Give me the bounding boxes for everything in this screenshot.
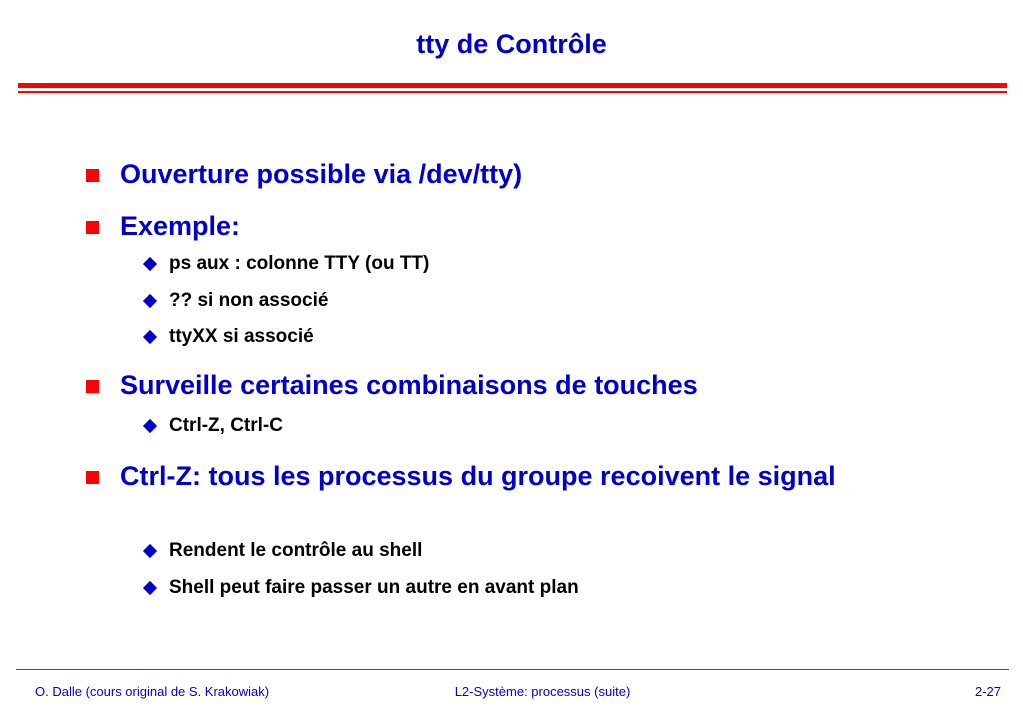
sub-bullet-text: Shell peut faire passer un autre en avant plan xyxy=(169,577,579,598)
bullet-text: Ouverture possible via /dev/tty) xyxy=(120,159,523,189)
square-bullet-icon xyxy=(86,471,99,484)
footer-page-number: 2-27 xyxy=(974,684,1001,699)
diamond-bullet-icon xyxy=(143,581,157,595)
footer-author: O. Dalle (cours original de S. Krakowiak) xyxy=(35,684,270,699)
title-rule-thick xyxy=(18,83,1007,88)
bullet-text: Surveille certaines combinaisons de touches xyxy=(120,370,698,400)
diamond-bullet-icon xyxy=(143,294,157,308)
diamond-bullet-icon xyxy=(143,330,157,344)
diamond-bullet-icon xyxy=(143,419,157,433)
sub-bullet-text: Ctrl-Z, Ctrl-C xyxy=(169,415,283,436)
footer-rule xyxy=(16,669,1009,670)
square-bullet-icon xyxy=(86,380,99,393)
sub-bullet-text: ?? si non associé xyxy=(169,290,329,311)
diamond-bullet-icon xyxy=(143,544,157,558)
slide-title: tty de Contrôle xyxy=(416,29,607,59)
footer-course: L2-Système: processus (suite) xyxy=(454,684,631,699)
bullet-text: Ctrl-Z: tous les processus du groupe recoivent le signal xyxy=(120,461,836,491)
square-bullet-icon xyxy=(86,221,99,234)
bullet-text: Exemple: xyxy=(120,211,241,241)
diamond-bullet-icon xyxy=(143,257,157,271)
sub-bullet-text: Rendent le contrôle au shell xyxy=(169,540,423,561)
sub-bullet-text: ps aux : colonne TTY (ou TT) xyxy=(169,253,430,274)
square-bullet-icon xyxy=(86,169,99,182)
sub-bullet-text: ttyXX si associé xyxy=(169,326,314,347)
title-rule-thin xyxy=(18,91,1007,93)
